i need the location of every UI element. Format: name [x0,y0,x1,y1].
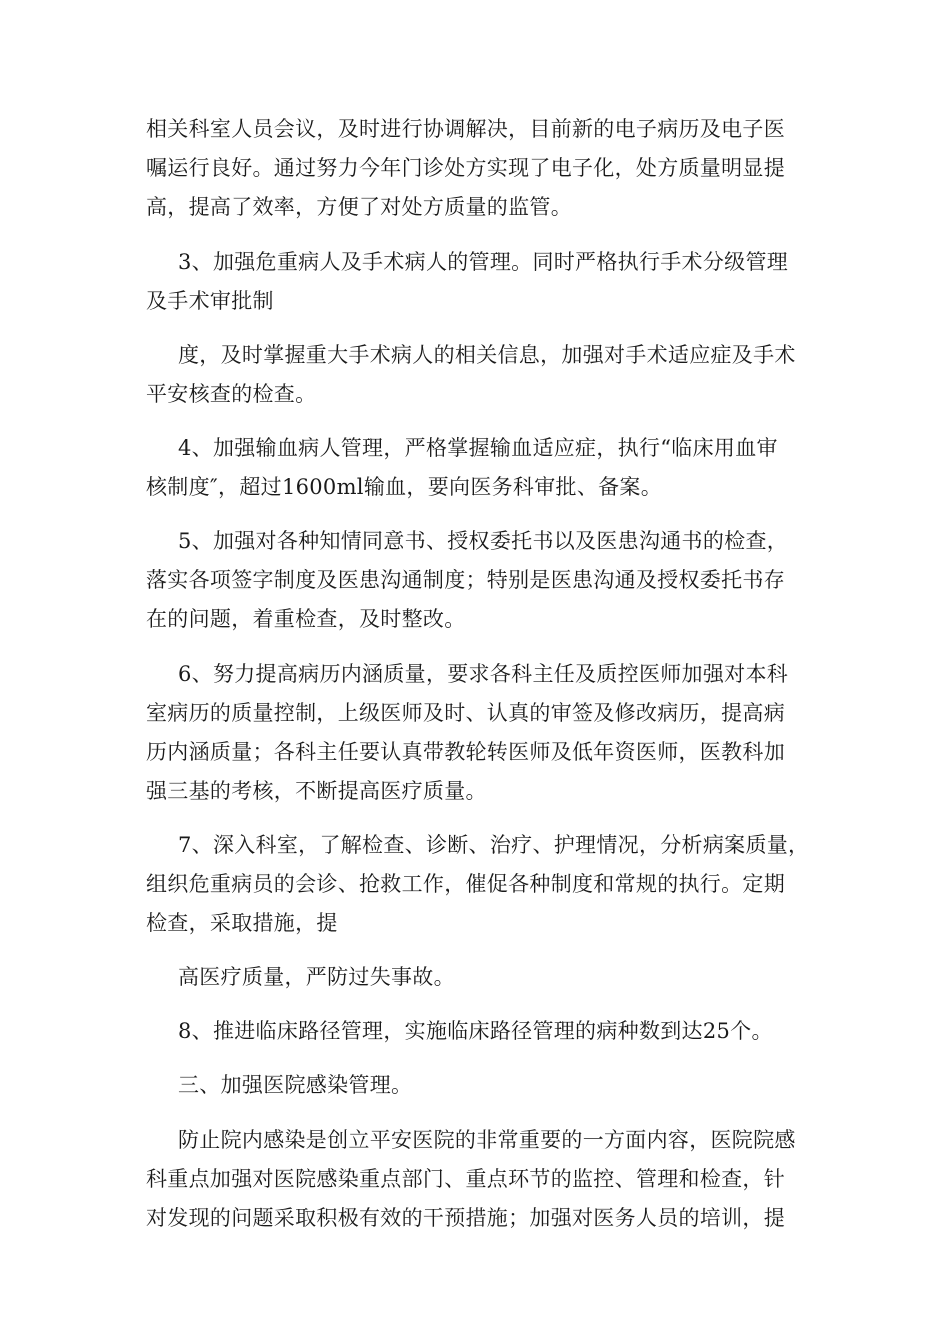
text-line: 及手术审批制 [146,289,274,313]
text-line: 6、努力提高病历内涵质量，要求各科主任及质控医师加强对本科 [178,662,789,686]
text-line: 高医疗质量，严防过失事故。 [178,965,455,989]
text-line: 历内涵质量；各科主任要认真带教轮转医师及低年资医师，医教科加 [146,740,785,764]
text-line: 在的问题，着重检查，及时整改。 [146,607,466,631]
text-line: 科重点加强对医院感染重点部门、重点环节的监控、管理和检查，针 [146,1167,785,1191]
text-line: 嘱运行良好。通过努力今年门诊处方实现了电子化，处方质量明显提 [146,156,785,180]
text-line: 三、加强医院感染管理。 [178,1073,413,1097]
text-line: 对发现的问题采取积极有效的干预措施；加强对医务人员的培训，提 [146,1206,785,1230]
text-line: 8、推进临床路径管理，实施临床路径管理的病种数到达25个。 [178,1019,773,1043]
text-line: 7、深入科室，了解检查、诊断、治疗、护理情况，分析病案质量， [178,833,810,857]
text-line: 核制度″，超过1600ml输血，要向医务科审批、备案。 [146,475,663,499]
text-line: 强三基的考核，不断提高医疗质量。 [146,779,487,803]
text-line: 4、加强输血病人管理，严格掌握输血适应症，执行“临床用血审 [178,436,778,460]
text-line: 落实各项签字制度及医患沟通制度；特别是医患沟通及授权委托书存 [146,568,785,592]
text-line: 防止院内感染是创立平安医院的非常重要的一方面内容，医院院感 [178,1128,796,1152]
text-line: 5、加强对各种知情同意书、授权委托书以及医患沟通书的检查， [178,529,789,553]
text-line: 检查，采取措施，提 [146,911,338,935]
text-line: 3、加强危重病人及手术病人的管理。同时严格执行手术分级管理 [178,250,789,274]
text-line: 组织危重病员的会诊、抢救工作，催促各种制度和常规的执行。定期 [146,872,785,896]
text-line: 度，及时掌握重大手术病人的相关信息，加强对手术适应症及手术 [178,343,796,367]
text-line: 高，提高了效率，方便了对处方质量的监管。 [146,195,572,219]
text-line: 平安核查的检查。 [146,382,317,406]
text-line: 相关科室人员会议，及时进行协调解决，目前新的电子病历及电子医 [146,117,785,141]
text-line: 室病历的质量控制，上级医师及时、认真的审签及修改病历，提高病 [146,701,785,725]
